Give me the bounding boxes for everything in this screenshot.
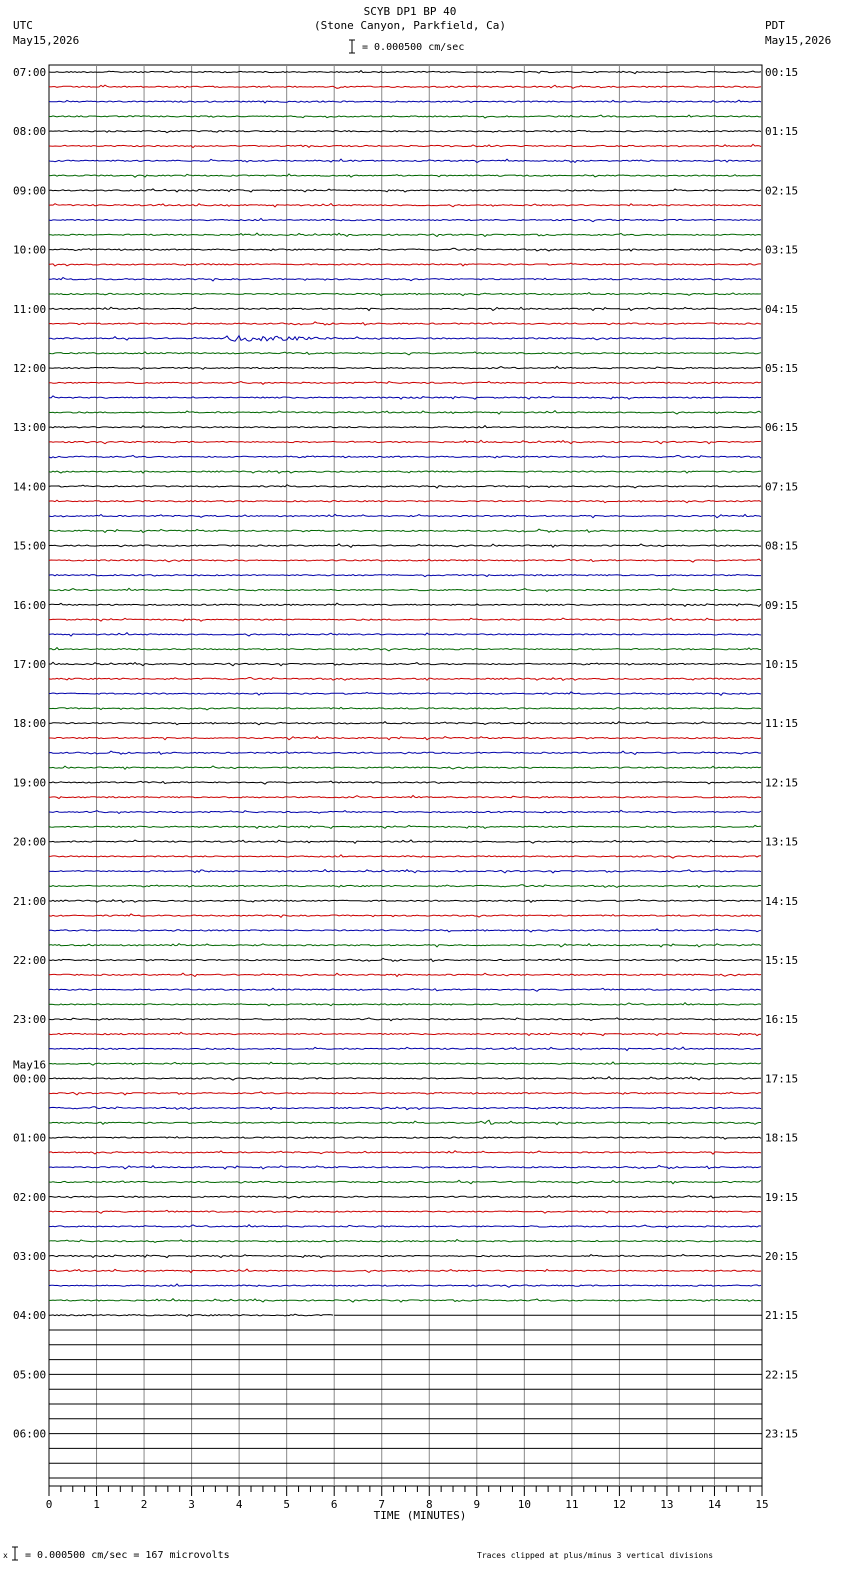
- x-tick-label-4: 4: [235, 1498, 243, 1511]
- left-hour-label-18: 01:00: [13, 1131, 47, 1145]
- trace-row-26: [49, 455, 761, 458]
- trace-row-10: [49, 218, 761, 221]
- trace-row-63: [49, 1003, 761, 1006]
- right-timezone: PDT: [765, 19, 785, 32]
- left-hour-label-19: 02:00: [13, 1190, 47, 1204]
- trace-row-38: [49, 633, 761, 636]
- trace-row-2: [49, 100, 761, 103]
- x-tick-label-9: 9: [473, 1498, 481, 1511]
- left-hour-label-22: 05:00: [13, 1368, 47, 1382]
- footer-x-mark: x: [3, 1551, 8, 1560]
- right-hour-label-13: 13:15: [765, 835, 799, 849]
- trace-row-24: [49, 426, 761, 428]
- right-hour-label-1: 01:15: [765, 125, 799, 139]
- trace-row-4: [49, 130, 761, 132]
- x-tick-label-1: 1: [93, 1498, 100, 1511]
- trace-row-48: [49, 781, 761, 784]
- trace-row-44: [49, 722, 761, 725]
- scale-label: = 0.000500 cm/sec: [362, 42, 465, 53]
- trace-row-68: [49, 1077, 761, 1080]
- right-hour-label-20: 20:15: [765, 1250, 799, 1263]
- trace-row-37: [49, 618, 761, 621]
- right-hour-label-17: 17:15: [765, 1072, 799, 1086]
- left-hour-label-8: 15:00: [13, 539, 47, 553]
- plot-frame: [49, 65, 762, 1486]
- x-tick-label-6: 6: [330, 1498, 338, 1511]
- trace-row-39: [49, 648, 761, 651]
- trace-row-77: [49, 1210, 761, 1213]
- left-hour-label-6: 13:00: [13, 421, 47, 435]
- footer-scale-text: = 0.000500 cm/sec = 167 microvolts: [25, 1550, 230, 1561]
- trace-row-33: [49, 559, 761, 562]
- trace-row-3: [49, 115, 761, 118]
- trace-row-18: [49, 336, 761, 342]
- right-hour-label-5: 05:15: [765, 362, 799, 375]
- trace-row-47: [49, 766, 761, 769]
- trace-row-80: [49, 1255, 761, 1258]
- x-tick-label-15: 15: [755, 1498, 769, 1511]
- trace-row-58: [49, 929, 761, 932]
- right-hour-label-0: 00:15: [765, 66, 799, 79]
- trace-row-51: [49, 825, 761, 828]
- trace-row-69: [49, 1092, 761, 1095]
- trace-row-28: [49, 485, 761, 488]
- left-date: May15,2026: [13, 34, 80, 47]
- trace-row-62: [49, 988, 761, 991]
- trace-row-57: [49, 914, 761, 917]
- trace-row-43: [49, 707, 761, 710]
- right-hour-label-8: 08:15: [765, 539, 799, 553]
- left-hour-label-23: 06:00: [13, 1427, 47, 1441]
- trace-row-29: [49, 500, 761, 503]
- x-tick-label-14: 14: [707, 1498, 722, 1511]
- right-hour-label-6: 06:15: [765, 421, 799, 435]
- trace-row-27: [49, 471, 761, 474]
- trace-row-36: [49, 603, 761, 606]
- trace-row-74: [49, 1166, 761, 1169]
- right-hour-label-7: 07:15: [765, 480, 799, 494]
- trace-row-83: [49, 1299, 761, 1302]
- trace-row-75: [49, 1180, 761, 1183]
- right-hour-label-2: 02:15: [765, 184, 799, 198]
- chart-title: SCYB DP1 BP 40: [363, 5, 457, 18]
- trace-row-11: [49, 233, 761, 236]
- trace-row-6: [49, 159, 761, 162]
- trace-row-12: [49, 248, 761, 251]
- left-hour-label-20: 03:00: [13, 1250, 47, 1263]
- trace-row-41: [49, 678, 761, 681]
- left-hour-label-0: 07:00: [13, 66, 47, 79]
- right-hour-label-21: 21:15: [765, 1309, 799, 1323]
- right-hour-label-23: 23:15: [765, 1427, 799, 1441]
- left-timezone: UTC: [13, 19, 33, 32]
- trace-row-70: [49, 1107, 761, 1110]
- chart-subtitle: (Stone Canyon, Parkfield, Ca): [313, 19, 507, 32]
- left-hour-label-3: 10:00: [13, 243, 47, 257]
- x-tick-label-5: 5: [283, 1498, 290, 1511]
- x-tick-label-3: 3: [188, 1498, 195, 1511]
- left-hour-label-7: 14:00: [13, 480, 47, 494]
- left-hour-label-5: 12:00: [13, 362, 47, 375]
- trace-row-35: [49, 588, 761, 591]
- trace-row-8: [49, 189, 761, 192]
- right-date: May15,2026: [765, 34, 832, 47]
- right-hour-label-4: 04:15: [765, 302, 799, 316]
- x-tick-label-0: 0: [45, 1498, 53, 1511]
- trace-row-19: [49, 352, 761, 355]
- right-hour-label-9: 09:15: [765, 598, 799, 612]
- trace-row-50: [49, 810, 761, 813]
- trace-row-71: [49, 1120, 761, 1124]
- trace-row-60: [49, 958, 761, 961]
- right-hour-label-11: 11:15: [765, 717, 799, 731]
- trace-row-42: [49, 692, 761, 695]
- x-tick-label-8: 8: [425, 1498, 433, 1511]
- right-hour-label-12: 12:15: [765, 776, 799, 790]
- trace-row-15: [49, 293, 761, 296]
- right-hour-label-19: 19:15: [765, 1190, 799, 1204]
- trace-row-81: [49, 1269, 761, 1272]
- left-hour-label-1: 08:00: [13, 125, 47, 139]
- x-tick-label-10: 10: [517, 1498, 531, 1511]
- trace-row-1: [49, 85, 761, 88]
- trace-row-49: [49, 796, 761, 799]
- trace-row-45: [49, 737, 761, 740]
- trace-row-54: [49, 870, 761, 873]
- left-hour-label-11: 18:00: [13, 717, 47, 731]
- trace-row-46: [49, 751, 761, 754]
- right-hour-label-3: 03:15: [765, 243, 799, 257]
- trace-row-31: [49, 529, 761, 532]
- left-hour-label-10: 17:00: [13, 658, 47, 671]
- left-hour-label-17: 00:00: [13, 1072, 47, 1086]
- trace-row-56: [49, 900, 761, 903]
- trace-row-73: [49, 1151, 761, 1154]
- trace-row-13: [49, 263, 761, 266]
- trace-row-0: [49, 71, 761, 74]
- trace-row-72: [49, 1137, 761, 1140]
- x-tick-label-7: 7: [378, 1498, 386, 1511]
- trace-row-84: [49, 1314, 333, 1316]
- left-hour-label-4: 11:00: [13, 302, 47, 316]
- trace-row-64: [49, 1018, 761, 1021]
- trace-row-21: [49, 381, 761, 384]
- trace-row-14: [49, 278, 761, 281]
- trace-row-5: [49, 144, 761, 147]
- trace-row-76: [49, 1196, 761, 1199]
- right-hour-label-10: 10:15: [765, 658, 799, 671]
- trace-row-53: [49, 855, 761, 858]
- trace-row-32: [49, 544, 761, 547]
- left-hour-label-2: 09:00: [13, 184, 47, 198]
- trace-row-34: [49, 575, 761, 577]
- trace-row-65: [49, 1032, 761, 1035]
- trace-row-22: [49, 396, 761, 399]
- trace-row-40: [49, 662, 761, 665]
- x-tick-label-12: 12: [612, 1498, 627, 1511]
- trace-row-30: [49, 514, 761, 517]
- left-hour-label-16: 23:00: [13, 1013, 47, 1027]
- right-hour-label-15: 15:15: [765, 954, 799, 967]
- x-tick-label-2: 2: [140, 1498, 148, 1511]
- trace-row-20: [49, 366, 761, 369]
- trace-row-55: [49, 885, 761, 888]
- left-hour-label-9: 16:00: [13, 598, 47, 612]
- left-hour-label-13: 20:00: [13, 835, 47, 849]
- x-axis-label: TIME (MINUTES): [373, 1509, 467, 1522]
- trace-row-23: [49, 411, 761, 414]
- date-change-label: May16: [13, 1058, 47, 1072]
- trace-row-17: [49, 322, 761, 325]
- trace-row-79: [49, 1240, 761, 1243]
- right-hour-label-14: 14:15: [765, 894, 799, 908]
- x-tick-label-11: 11: [565, 1498, 579, 1511]
- trace-row-7: [49, 174, 761, 177]
- trace-row-82: [49, 1284, 761, 1287]
- footer-clip-note: Traces clipped at plus/minus 3 vertical divisions: [477, 1551, 714, 1560]
- left-hour-label-12: 19:00: [13, 776, 47, 790]
- trace-row-9: [49, 204, 761, 207]
- left-hour-label-15: 22:00: [13, 954, 47, 967]
- trace-row-66: [49, 1047, 761, 1050]
- trace-row-16: [49, 307, 761, 310]
- x-tick-label-13: 13: [660, 1498, 674, 1511]
- trace-row-52: [49, 840, 761, 843]
- trace-row-67: [49, 1062, 761, 1065]
- right-hour-label-16: 16:15: [765, 1013, 799, 1027]
- trace-row-25: [49, 440, 761, 443]
- trace-row-59: [49, 944, 761, 947]
- right-hour-label-22: 22:15: [765, 1368, 799, 1382]
- trace-row-78: [49, 1225, 761, 1228]
- right-hour-label-18: 18:15: [765, 1131, 799, 1145]
- left-hour-label-21: 04:00: [13, 1309, 47, 1323]
- trace-row-61: [49, 973, 761, 976]
- left-hour-label-14: 21:00: [13, 894, 47, 908]
